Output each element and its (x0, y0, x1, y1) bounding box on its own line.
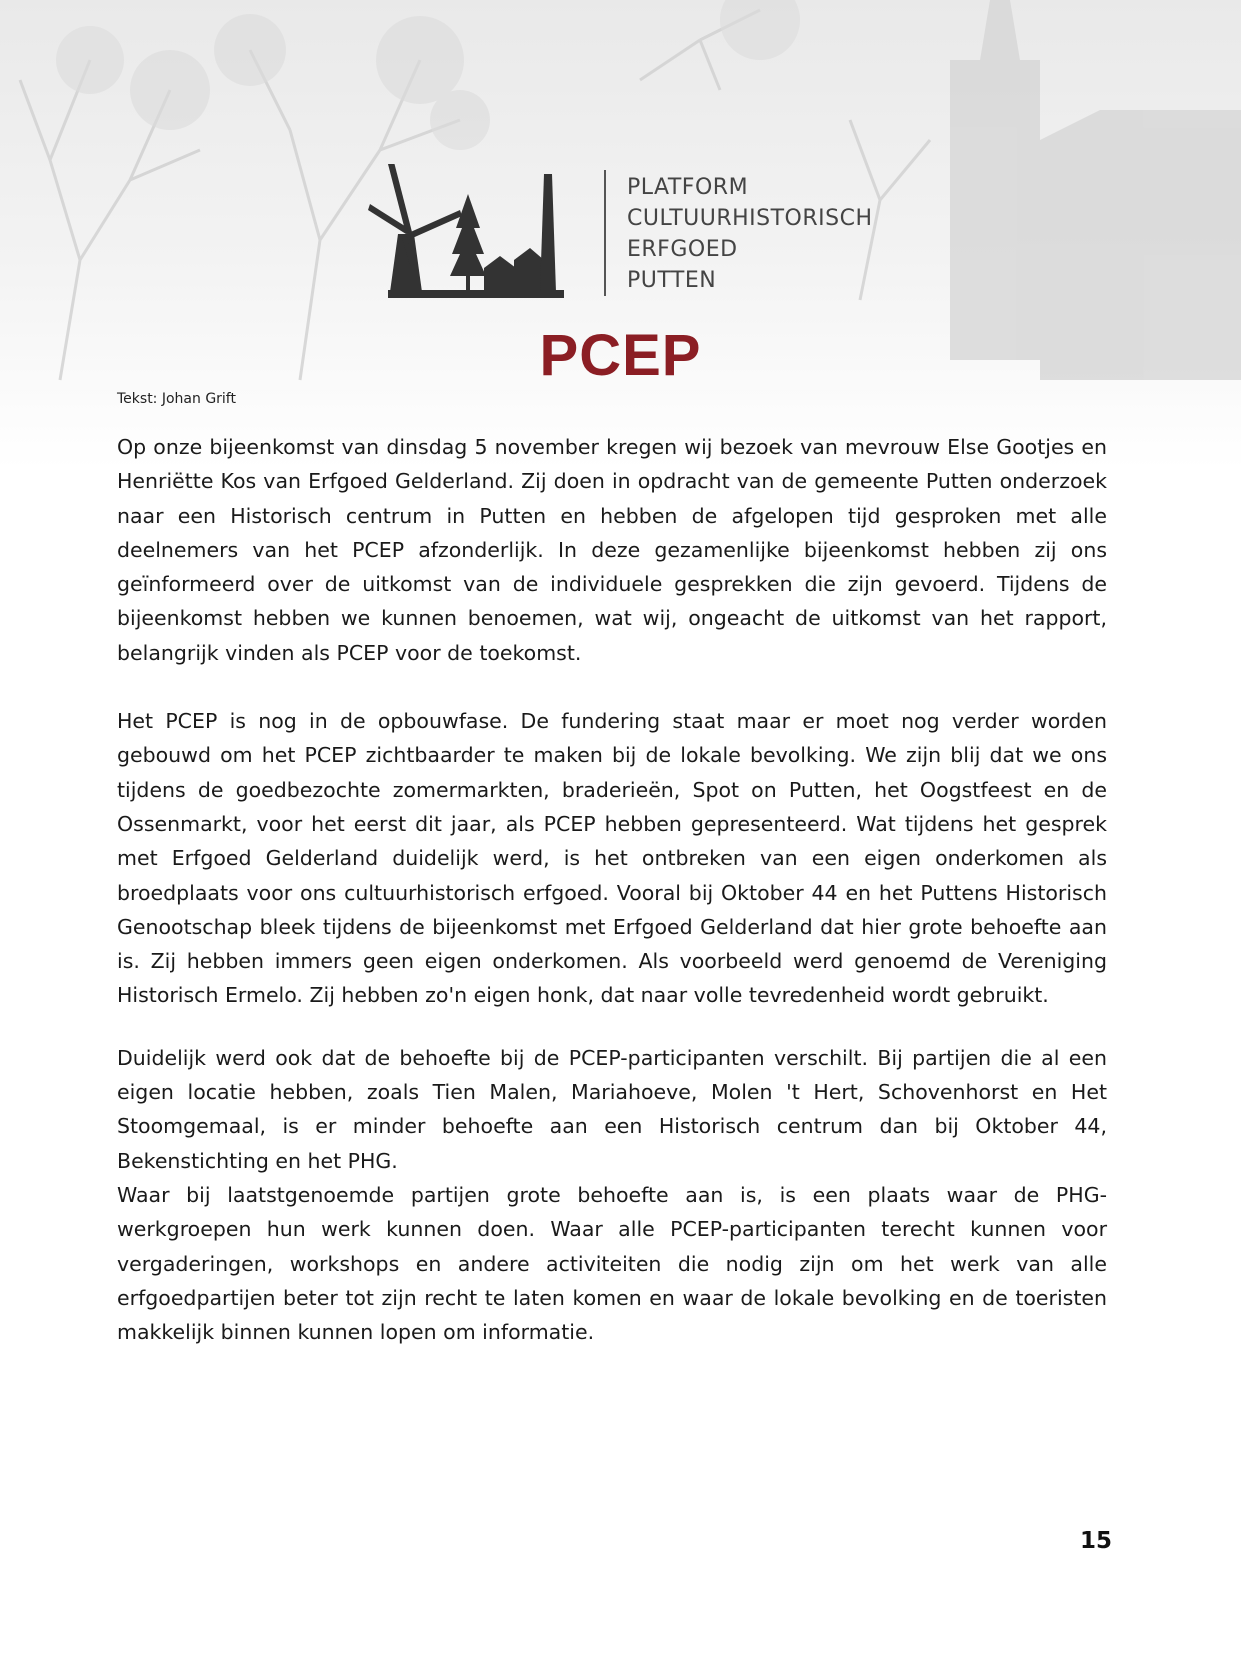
logo-line-3: ERFGOED (627, 237, 738, 262)
page-number: 15 (1079, 1528, 1112, 1554)
article-body (117, 430, 1107, 1349)
logo-line-4: PUTTEN (627, 268, 717, 293)
page-title: PCEP (539, 323, 702, 388)
paragraph-1: Op onze bijeenkomst van dinsdag 5 november kregen wij bezoek van mevrouw Else Gootjes en Henriëtte Kos van Erfgoed Gelderland. Zij doen in opdracht van de gemeente Putten onderzoek naar een Historisch centrum in Putten en hebben de afgelopen tijd gesproken met alle deelnemers van het PCEP afzonderlijk. In deze gezamenlijke bijeenkomst hebben zij ons geïnformeerd over de uitkomst van de individuele gesprekken die zijn gevoerd. Tijdens de bijeenkomst hebben we kunnen benoemen, wat wij, ongeacht de uitkomst van het rapport, belangrijk vinden als PCEP voor de toekomst. (117, 435, 1107, 665)
author-credit: Tekst: Johan Grift (117, 391, 236, 407)
paragraph-2: Het PCEP is nog in de opbouwfase. De fundering staat maar er moet nog verder worden gebouwd om het PCEP zichtbaarder te maken bij de lokale bevolking. We zijn blij dat we ons tijdens de goedbezochte zomermarkten, braderieën, Spot on Putten, het Oogstfeest en de Ossenmarkt, voor het eerst dit jaar, als PCEP hebben gepresenteerd. Wat tijdens het gesprek met Erfgoed Gelderland duidelijk werd, is het ontbreken van een eigen onderkomen als broedplaats voor ons cultuurhistorisch erfgoed. Vooral bij Oktober 44 en het Puttens Historisch Genootschap bleek tijdens de bijeenkomst met Erfgoed Gelderland dat hier grote behoefte aan is. Zij hebben immers geen eigen onderkomen. Als voorbeeld werd genoemd de Vereniging Historisch Ermelo. Zij hebben zo'n eigen honk, dat naar volle tevredenheid wordt gebruikt. (117, 709, 1107, 1008)
paragraph-4: Waar bij laatstgenoemde partijen grote behoefte aan is, is een plaats waar de PHG-werkgroepen hun werk kunnen doen. Waar alle PCEP-participanten terecht kunnen voor vergaderingen, workshops en andere activiteiten die nodig zijn om het werk van alle erfgoedpartijen beter tot zijn recht te laten komen en waar de lokale bevolking en de toeristen makkelijk binnen kunnen lopen om informatie. (117, 1182, 1107, 1345)
logo-line-2: CULTUURHISTORISCH (627, 206, 873, 231)
logo-divider (604, 170, 606, 296)
logo-line-1: PLATFORM (627, 175, 749, 200)
pcep-logo-icon (368, 164, 568, 298)
paragraph-3: Duidelijk werd ook dat de behoefte bij de PCEP-participanten verschilt. Bij partijen die al een eigen locatie hebben, zoals Tien Malen, Mariahoeve, Molen 't Hert, Schovenhorst en Het Stoomgemaal, is er minder behoefte aan een Historisch centrum dan bij Oktober 44, Bekenstichting en het PHG. (117, 1045, 1107, 1173)
logo-wordmark (627, 172, 873, 296)
